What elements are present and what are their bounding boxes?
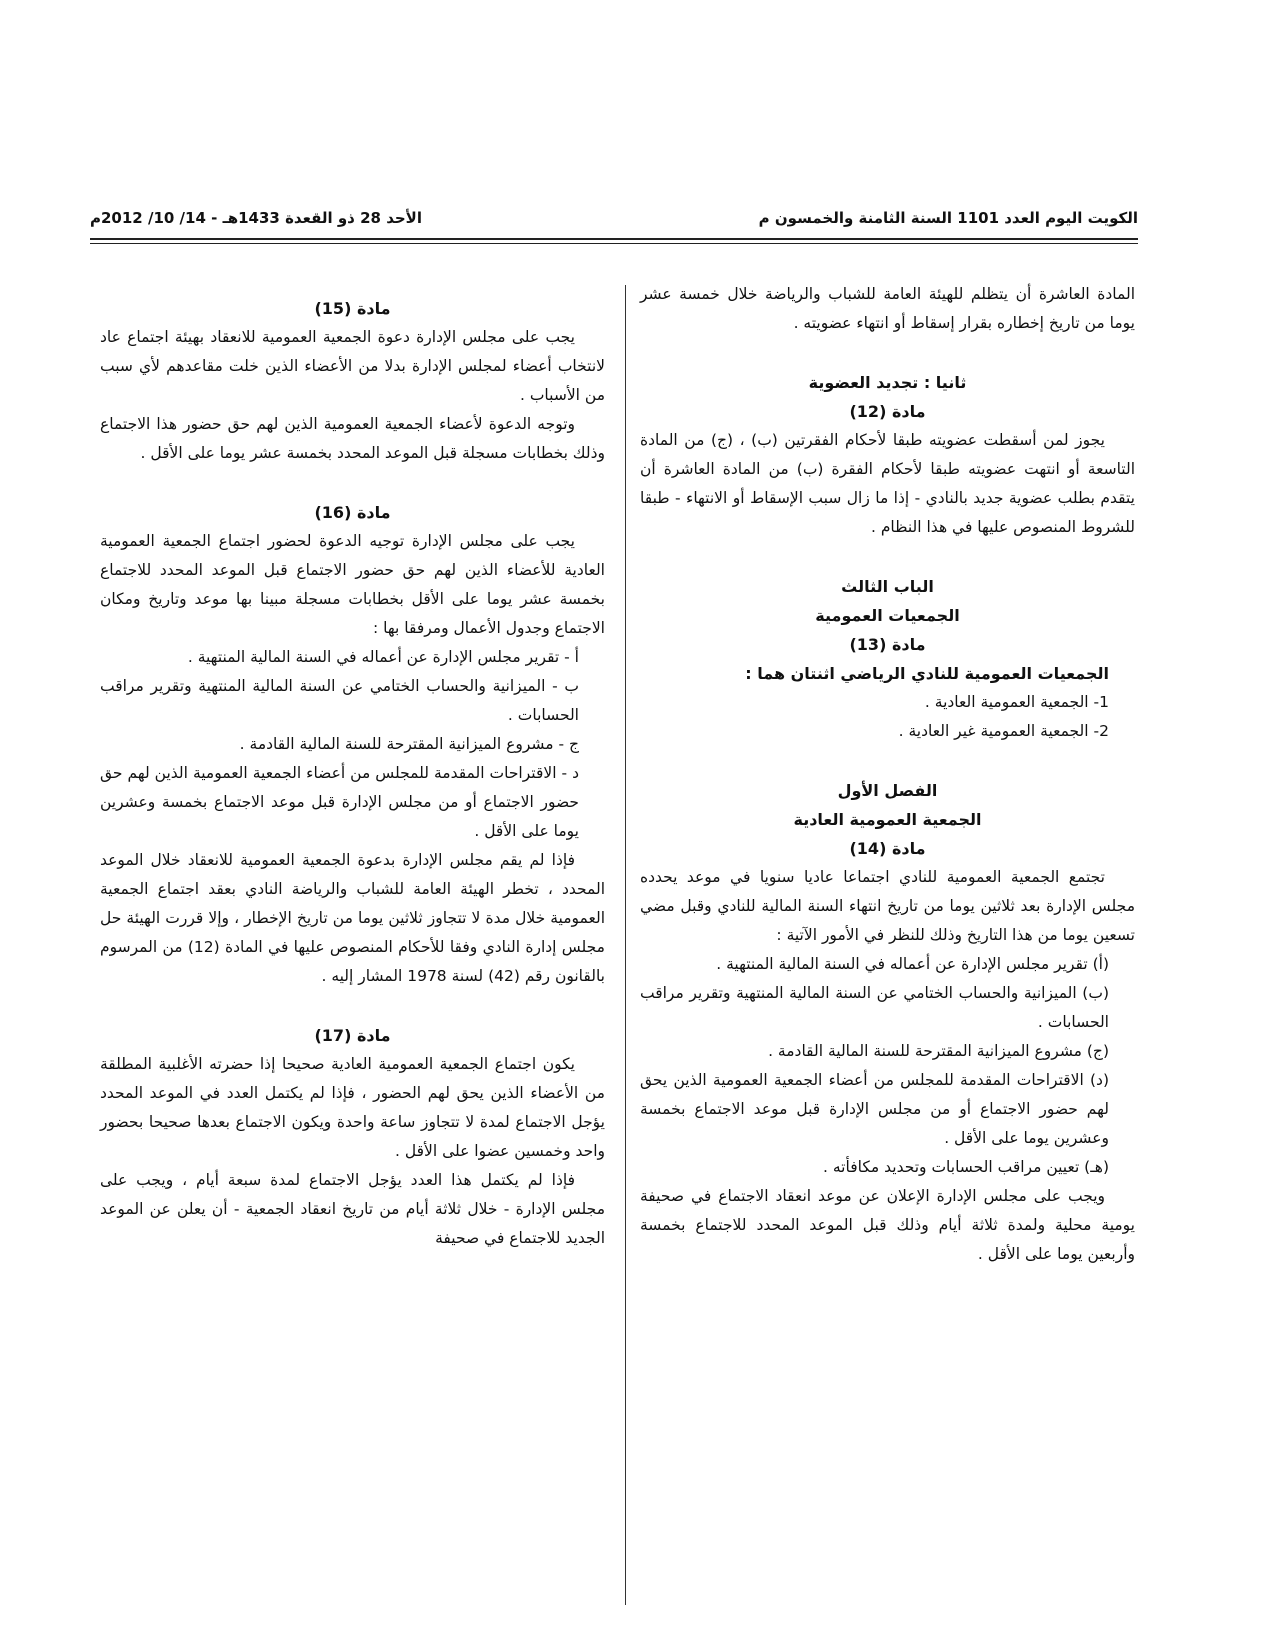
intro-paragraph: المادة العاشرة أن يتظلم للهيئة العامة للشباب والرياضة خلال خمسة عشر يوما من تاريخ إخطاره بقرار إسقاط أو انتهاء عضويته . <box>640 285 1135 332</box>
article-14-title: مادة (14) <box>849 839 926 858</box>
article-17-paragraph-2: فإذا لم يكتمل هذا العدد يؤجل الاجتماع لمدة سبعة أيام ، ويجب على مجلس الإدارة - خلال ثلاثة أيام من تاريخ انعقاد الجمعية - أن يعلن عن الموعد الجديد للاجتماع في صحيفة <box>100 1171 605 1247</box>
article-16-item-d: د - الاقتراحات المقدمة للمجلس من أعضاء الجمعية العمومية الذين لهم حق حضور الاجتماع أو من مجلس الإدارة قبل موعد الاجتماع بخمسة وعشرين يوما على الأقل . <box>100 764 579 840</box>
column-divider <box>625 285 626 1605</box>
header-date: الأحد 28 ذو القعدة 1433هـ - 14/ 10/ 2012م <box>90 209 422 227</box>
chapter-3-title: الجمعيات العمومية <box>815 606 960 625</box>
article-15-title: مادة (15) <box>314 299 391 318</box>
article-15-paragraph-1: يجب على مجلس الإدارة دعوة الجمعية العمومية للانعقاد بهيئة اجتماع عاد لانتخاب أعضاء لمجلس الإدارة بدلا من الأعضاء الذين خلت مقاعدهم لأي سبب من الأسباب . <box>100 328 605 404</box>
section-1-heading: الفصل الأول <box>837 781 938 800</box>
article-17-title: مادة (17) <box>314 1026 391 1045</box>
section-heading-renewal: ثانيا : تجديد العضوية <box>808 373 967 392</box>
article-16-item-b: ب - الميزانية والحساب الختامي عن السنة المالية المنتهية وتقرير مراقب الحسابات . <box>100 677 579 724</box>
article-13-lead: الجمعيات العمومية للنادي الرياضي اثنتان هما : <box>745 664 1109 683</box>
article-15-paragraph-2: وتوجه الدعوة لأعضاء الجمعية العمومية الذين لهم حق حضور هذا الاجتماع وذلك بخطابات مسجلة قبل الموعد المحدد بخمسة عشر يوما على الأقل . <box>100 415 605 462</box>
header-rule-thin <box>90 243 1138 244</box>
section-1-title: الجمعية العمومية العادية <box>793 810 982 829</box>
article-12-title: مادة (12) <box>849 402 926 421</box>
right-column <box>640 280 1135 1269</box>
article-16-paragraph-1: يجب على مجلس الإدارة توجيه الدعوة لحضور اجتماع الجمعية العمومية العادية للأعضاء الذين لهم حق حضور الاجتماع قبل الموعد المحدد للاجتماع بخمسة عشر يوما على الأقل بخطابات مسجلة مبينا بها موعد وتاريخ ومكان الاجتماع وجدول الأعمال ومرفقا بها : <box>100 532 605 637</box>
article-12-text: يجوز لمن أسقطت عضويته طبقا لأحكام الفقرتين (ب) ، (ج) من المادة التاسعة أو انتهت عضويته طبقا لأحكام الفقرة (ب) من المادة العاشرة أن يتقدم بطلب عضوية جديد بالنادي - إذا ما زال سبب الإسقاط أو الانتهاء - طبقا للشروط المنصوص عليها في هذا النظام . <box>640 431 1135 536</box>
article-14-item-a: (أ) تقرير مجلس الإدارة عن أعماله في السنة المالية المنتهية . <box>716 955 1109 973</box>
article-14-item-c: (ج) مشروع الميزانية المقترحة للسنة المالية القادمة . <box>768 1042 1109 1060</box>
article-14-item-d: (د) الاقتراحات المقدمة للمجلس من أعضاء الجمعية العمومية الذين يحق لهم حضور الاجتماع أو من مجلس الإدارة قبل موعد الاجتماع بخمسة وعشرين يوما على الأقل . <box>640 1071 1109 1147</box>
article-17-paragraph-1: يكون اجتماع الجمعية العمومية العادية صحيحا إذا حضرته الأغلبية المطلقة من الأعضاء الذين يحق لهم الحضور ، فإذا لم يكتمل العدد في الموعد المحدد يؤجل الاجتماع لمدة لا تتجاوز ساعة واحدة ويكون الاجتماع بعدها صحيحا بحضور واحد وخمسين عضوا على الأقل . <box>100 1055 605 1160</box>
article-14-item-e: (هـ) تعيين مراقب الحسابات وتحديد مكافأته . <box>823 1158 1109 1176</box>
article-13-item-2: 2- الجمعية العمومية غير العادية . <box>898 722 1109 740</box>
article-14-tail: ويجب على مجلس الإدارة الإعلان عن موعد انعقاد الاجتماع في صحيفة يومية محلية ولمدة ثلاثة أيام وذلك قبل الموعد المحدد للاجتماع بخمسة وأربعين يوما على الأقل . <box>640 1187 1135 1263</box>
article-14-text: تجتمع الجمعية العمومية للنادي اجتماعا عاديا سنويا في موعد يحدده مجلس الإدارة بعد ثلاثين يوما من تاريخ انتهاء السنة المالية للنادي وقبل مضي تسعين يوما من هذا التاريخ وذلك للنظر في الأمور الآتية : <box>640 868 1135 944</box>
header-rule <box>90 238 1138 240</box>
article-16-item-c: ج - مشروع الميزانية المقترحة للسنة المالية القادمة . <box>239 735 579 753</box>
chapter-3-heading: الباب الثالث <box>841 577 934 596</box>
article-16-paragraph-2: فإذا لم يقم مجلس الإدارة بدعوة الجمعية العمومية للانعقاد خلال الموعد المحدد ، تخطر الهيئة العامة للشباب والرياضة النادي بعقد اجتماع الجمعية العمومية خلال مدة لا تتجاوز ثلاثين يوما من تاريخ الإخطار ، وإلا قررت الهيئة حل مجلس إدارة النادي وفقا للأحكام المنصوص عليها في المادة (12) من المرسوم بالقانون رقم (42) لسنة 1978 المشار إليه . <box>100 851 605 985</box>
article-16-item-a: أ - تقرير مجلس الإدارة عن أعماله في السنة المالية المنتهية . <box>187 648 579 666</box>
page-header <box>90 197 1138 227</box>
header-publication: الكويت اليوم العدد 1101 السنة الثامنة والخمسون م <box>758 209 1138 227</box>
left-column <box>100 280 605 1253</box>
article-13-title: مادة (13) <box>849 635 926 654</box>
article-16-title: مادة (16) <box>314 503 391 522</box>
article-14-item-b: (ب) الميزانية والحساب الختامي عن السنة المالية المنتهية وتقرير مراقب الحسابات . <box>640 984 1109 1031</box>
article-13-item-1: 1- الجمعية العمومية العادية . <box>924 693 1109 711</box>
